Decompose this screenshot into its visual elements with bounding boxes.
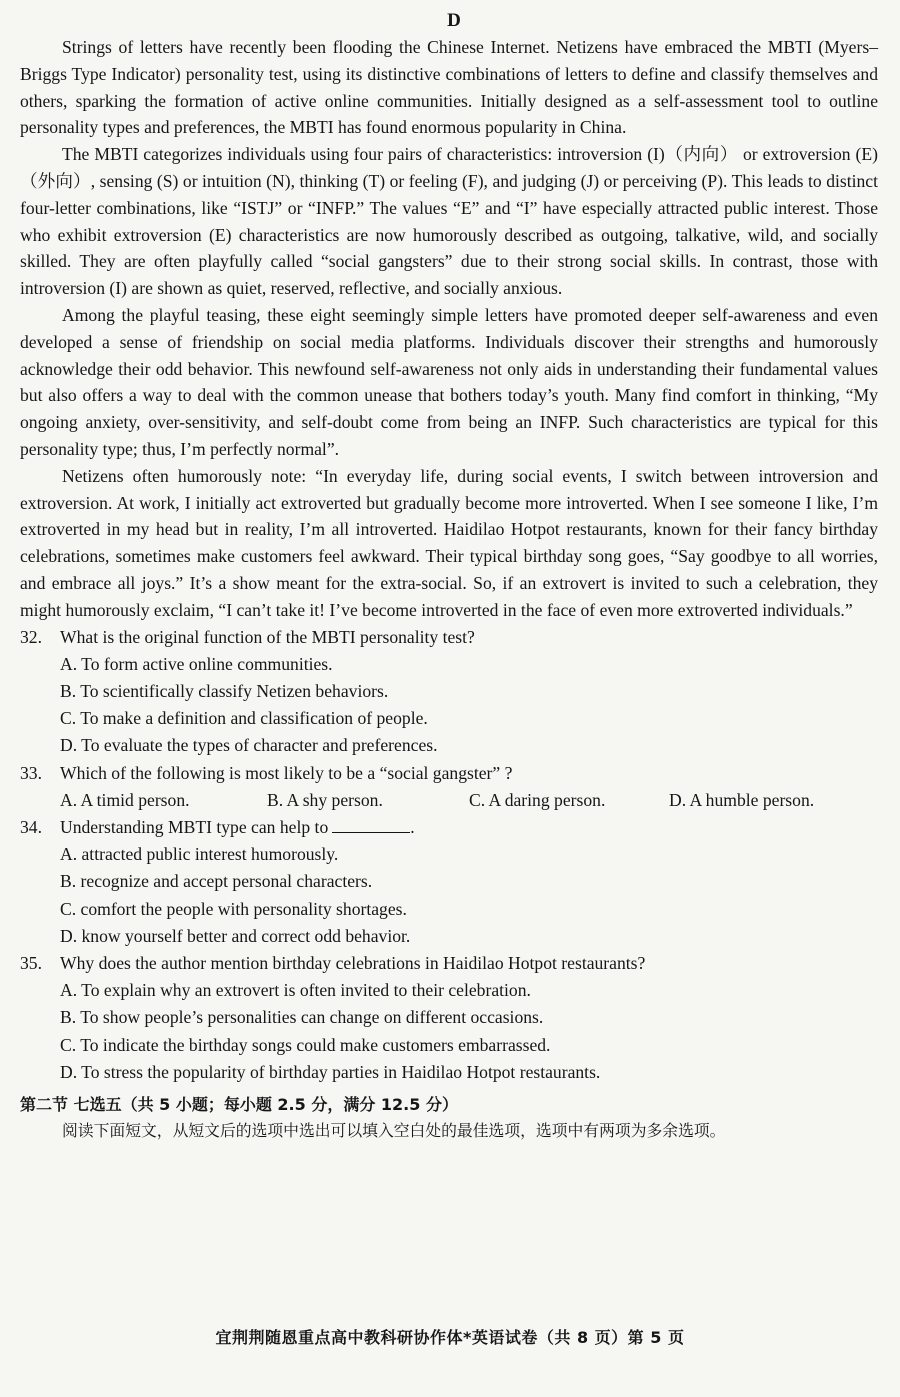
paragraph-2: The MBTI categorizes individuals using four pairs of characteristics: introversion (I)（内向） or extroversion (E)（外向）, sensing (S) or intuition (N), thinking (T) or feeling (F), and judging (J) or perceiving (P). This leads to distinct four-letter combinations, like “ISTJ” or “INFP.” The values “E” and “I” have especially attracted public interest. Those who exhibit extroversion (E) characteristics are now humorously described as outgoing, talkative, wild, and socially skilled. They are often playfully called “social gangsters” due to their strong social skills. In contrast, those with introversion (I) are shown as quiet, reserved, reflective, and socially anxious.	[20, 144, 878, 299]
option-b[interactable]: B. A shy person.	[267, 789, 383, 810]
question-number: 35.	[20, 952, 42, 973]
option-d[interactable]: D. To stress the popularity of birthday parties in Haidilao Hotpot restaurants.	[60, 1061, 601, 1082]
question-stem: Which of the following is most likely to be a “social gangster” ?	[60, 762, 513, 783]
question-stem: Understanding MBTI type can help to	[60, 816, 329, 837]
stem-end: .	[410, 816, 415, 837]
paragraph-3: Among the playful teasing, these eight seemingly simple letters have promoted deeper self-awareness and even developed a sense of friendship on social media platforms. Individuals discover their strengths and humorously acknowledge their odd behavior. This newfound self-awareness not only aids in understanding their fundamental values but also offers a way to deal with the common unease that bothers today’s youth. Many find comfort in thinking, “My ongoing anxiety, over-sensitivity, and self-doubt come from being an INFP. Such characteristics are typical for this personality type; thus, I’m perfectly normal”.	[20, 304, 878, 459]
option-c[interactable]: C. To make a definition and classification of people.	[60, 708, 428, 729]
option-a[interactable]: A. To explain why an extrovert is often invited to their celebration.	[60, 980, 531, 1001]
question-stem: What is the original function of the MBTI personality test?	[60, 626, 475, 647]
option-d[interactable]: D. To evaluate the types of character and preferences.	[60, 735, 438, 756]
option-a[interactable]: A. To form active online communities.	[60, 653, 333, 674]
paragraph-4: Netizens often humorously note: “In everyday life, during social events, I switch between introversion and extroversion. At work, I initially act extroverted but gradually become more introverted. When I see someone I like, I’m extroverted in my head but in reality, I’m all introverted. Haidilao Hotpot restaurants, known for their fancy birthday celebrations, sometimes make customers feel awkward. Their typical birthday song goes, “Say goodbye to all worries, and embrace all joys.” It’s a show meant for the extra-social. So, if an extrovert is invited to such a celebration, they might humorously exclaim, “I can’t take it! I’ve become introverted in the face of even more extroverted individuals.”	[20, 465, 878, 620]
question-number: 33.	[20, 762, 42, 783]
page-footer: 宜荆荆随恩重点高中教科研协作体*英语试卷（共 8 页）第 5 页	[215, 1328, 685, 1347]
option-a[interactable]: A. A timid person.	[60, 789, 190, 810]
question-33	[20, 760, 878, 814]
option-c[interactable]: C. comfort the people with personality shortages.	[60, 898, 407, 919]
paragraph-1: Strings of letters have recently been flooding the Chinese Internet. Netizens have embraced the MBTI (Myers–Briggs Type Indicator) personality test, using its distinctive combinations of letters to define and classify themselves and others, sparking the formation of active online communities. Initially designed as a self-assessment tool to outline personality types and preferences, the MBTI has found enormous popularity in China.	[20, 37, 878, 138]
question-stem: Why does the author mention birthday celebrations in Haidilao Hotpot restaurants?	[60, 952, 646, 973]
section-2-heading: 第二节 七选五（共 5 小题；每小题 2.5 分，满分 12.5 分）	[20, 1094, 458, 1114]
answer-blank	[332, 814, 410, 833]
option-d[interactable]: D. know yourself better and correct odd behavior.	[60, 925, 411, 946]
options-row	[20, 787, 878, 814]
question-34	[20, 814, 878, 950]
section-2-instruction: 阅读下面短文，从短文后的选项中选出可以填入空白处的最佳选项，选项中有两项为多余选项。	[62, 1120, 726, 1140]
option-c[interactable]: C. A daring person.	[469, 789, 606, 810]
option-c[interactable]: C. To indicate the birthday songs could make customers embarrassed.	[60, 1034, 551, 1055]
passage-label: D	[447, 10, 461, 31]
option-a[interactable]: A. attracted public interest humorously.	[60, 844, 339, 865]
option-b[interactable]: B. recognize and accept personal characters.	[60, 871, 373, 892]
question-number: 32.	[20, 626, 42, 647]
passage-body	[20, 34, 878, 624]
option-d[interactable]: D. A humble person.	[669, 789, 815, 810]
exam-page	[20, 8, 878, 1144]
question-32	[20, 624, 878, 760]
question-number: 34.	[20, 816, 42, 837]
question-35	[20, 950, 878, 1086]
option-b[interactable]: B. To scientifically classify Netizen behaviors.	[60, 680, 389, 701]
option-b[interactable]: B. To show people’s personalities can change on different occasions.	[60, 1007, 544, 1028]
